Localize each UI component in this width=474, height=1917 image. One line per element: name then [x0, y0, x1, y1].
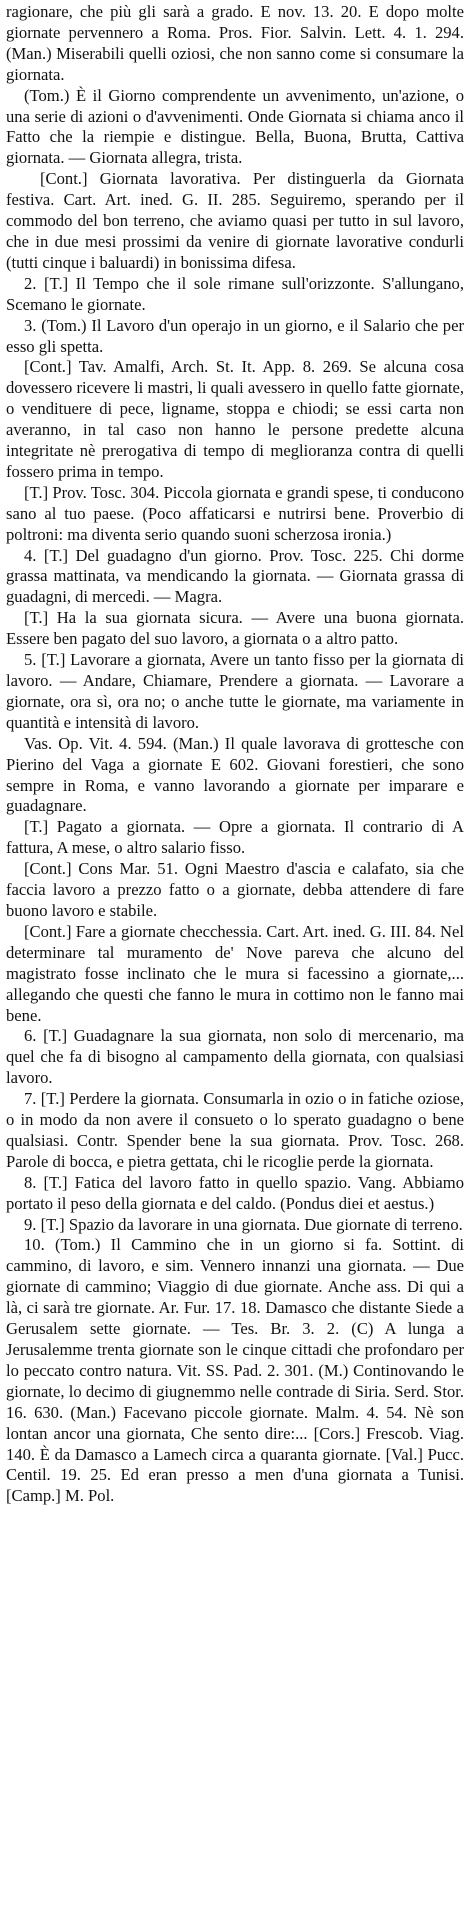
entry-paragraph-13: [Cont.] Cons Mar. 51. Ogni Maestro d'ascia e calafato, sia che faccia lavoro a prezzo fatto o a giornate, debba attendere di fare buono lavoro e stabile.	[6, 859, 464, 920]
entry-paragraph-17: 8. [T.] Fatica del lavoro fatto in quello spazio. Vang. Abbiamo portato il peso della giornata e del caldo. (Pondus diei et aestus.)	[6, 1172, 464, 1213]
entry-paragraph-1: ragionare, che più gli sarà a grado. E nov. 13. 20. E dopo molte giornate pervennero a Roma. Pros. Fior. Salvin. Lett. 4. 1. 294. (Man.) Miserabili quelli oziosi, che non sanno come si consumare la giornata.	[6, 2, 464, 84]
entry-paragraph-5: 3. (Tom.) Il Lavoro d'un operajo in un giorno, e il Salario che per esso gli spetta.	[6, 315, 464, 356]
entry-paragraph-9: [T.] Ha la sua giornata sicura. — Avere una buona giornata. Essere ben pagato del suo lavoro, a giornata o a altro patto.	[6, 608, 464, 649]
entry-paragraph-7: [T.] Prov. Tosc. 304. Piccola giornata e grandi spese, ti conducono sano al tuo paese. (Poco affaticarsi e nutrirsi bene. Proverbio di poltroni: ma diventa serio quando suoni scherzosa ironia.)	[6, 482, 464, 544]
entry-paragraph-4: 2. [T.] Il Tempo che il sole rimane sull'orizzonte. S'allungano, Scemano le giornate.	[6, 273, 464, 314]
entry-paragraph-19: 10. (Tom.) Il Cammino che in un giorno si fa. Sottint. di cammino, di lavoro, e sim. Vennero innanzi una giornata. — Due giornate di cammino; Viaggio di due giornate. Anche ass. Di qui a là, ci sarà tre giornate. Ar. Fur. 17. 18. Damasco che distante Siede a Gerusalem sette giornate. — Tes. Br. 3. 2. (C) A lunga a Jerusalemme trenta giornate son le cinque cittadi che profondaro per lo peccato contro natura. Vit. SS. Pad. 2. 301. (M.) Continovando le giornate, lo decimo di giugnemmo nelle contrade di Siria. Serd. Stor. 16. 630. (Man.) Facevano piccole giornate. Malm. 4. 54. Nè son lontan ancor una giornata, Che sento dire:... [Cors.] Frescob. Viag. 140. È da Damasco a Lamech circa a quaranta giornate. [Val.] Pucc. Centil. 19. 25. Ed eran presso a men d'una giornata a Tunisi. [Camp.] M. Pol.	[6, 1235, 464, 1506]
entry-paragraph-3: [Cont.] Giornata lavorativa. Per distinguerla da Giornata festiva. Cart. Art. ined. G. II. 285. Seguiremo, sperando per il commodo del bon terreno, che aviamo quasi per tutto in sul lavoro, che in due mesi prossimi da venire di giornate lavorative condurli (tutti cinque i baluardi) in bonissima difesa.	[6, 169, 464, 272]
entry-paragraph-14: [Cont.] Fare a giornate checchessia. Cart. Art. ined. G. III. 84. Nel determinare tal muramento de' Nove pareva che alcuno del magistrato fosse inclinato che le mura si facessino a giornate,... allegando che questi che fanno le mura in cottimo non le fanno mai bene.	[6, 921, 464, 1025]
entry-paragraph-12: [T.] Pagato a giornata. — Opre a giornata. Il contrario di A fattura, A mese, o altro salario fisso.	[6, 817, 464, 858]
entry-paragraph-10: 5. [T.] Lavorare a giornata, Avere un tanto fisso per la giornata di lavoro. — Andare, Chiamare, Prendere a giornata. — Lavorare a giornate, ora sì, ora no; o anche tutte le giornate, ma variamente in quantità e intensità di lavoro.	[6, 650, 464, 732]
entry-paragraph-8: 4. [T.] Del guadagno d'un giorno. Prov. Tosc. 225. Chi dorme grassa mattinata, va mendicando la giornata. — Giornata grassa di guadagni, di mercedi. — Magra.	[6, 545, 464, 607]
entry-paragraph-11: Vas. Op. Vit. 4. 594. (Man.) Il quale lavorava di grottesche con Pierino del Vaga a giornate E 602. Giovani forestieri, che sono sempre in Roma, e vanno lavorando a giornate per imparare e guadagnare.	[6, 733, 464, 816]
entry-paragraph-15: 6. [T.] Guadagnare la sua giornata, non solo di mercenario, ma quel che fa di bisogno al campamento della giornata, con qualsiasi lavoro.	[6, 1026, 464, 1088]
entry-paragraph-18: 9. [T.] Spazio da lavorare in una giornata. Due giornate di terreno.	[24, 1214, 463, 1234]
entry-paragraph-6: [Cont.] Tav. Amalfi, Arch. St. It. App. 8. 269. Se alcuna cosa dovessero ricevere li mastri, li quali avessero in quello fatte giornate, o vendituere di pece, ligname, stoppa e chiodi; se essi carta non averanno, in tal caso non hanno le persone predette alcuna integritate nè prerogativa di tempo di meglioranza contra di quelli fossero prima in tempo.	[6, 357, 465, 481]
entry-paragraph-2: (Tom.) È il Giorno comprendente un avvenimento, un'azione, o una serie di azioni o d'avvenimenti. Onde Giornata si chiama anco il Fatto che la riempie e distingue. Bella, Buona, Brutta, Cattiva giornata. — Giornata allegra, trista.	[6, 85, 464, 168]
entry-paragraph-16: 7. [T.] Perdere la giornata. Consumarla in ozio o in fatiche oziose, o in modo da non avere il consueto o lo sperato guadagno o bene qualsiasi. Contr. Spender bene la sua giornata. Prov. Tosc. 268. Parole di bocca, e pietra gettata, chi le ricoglie perde la giornata.	[6, 1089, 464, 1171]
